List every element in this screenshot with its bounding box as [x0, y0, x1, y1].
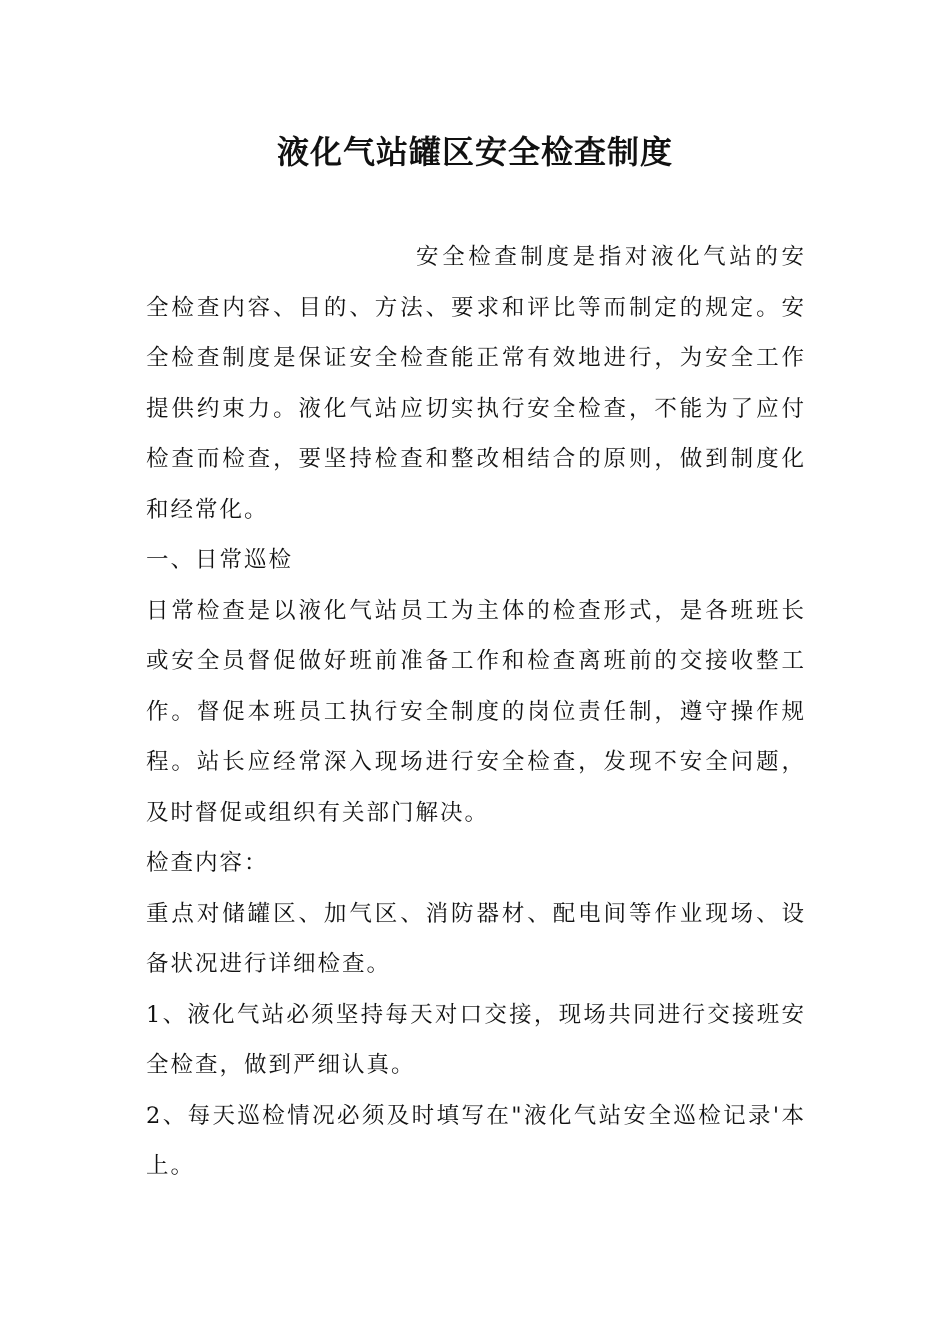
daily-inspection-paragraph: 日常检查是以液化气站员工为主体的检查形式，是各班班长或安全员督促做好班前准备工作和检查离班前的交接收整工作。督促本班员工执行安全制度的岗位责任制，遵守操作规程。站长应经常深入现场进行安全检查，发现不安全问题，及时督促或组织有关部门解决。 [146, 597, 806, 826]
inspection-content-paragraph: 重点对储罐区、加气区、消防器材、配电间等作业现场、设备状况进行详细检查。 [146, 900, 806, 977]
intro-paragraph: 安全检查制度是指对液化气站的安全检查内容、目的、方法、要求和评比等而制定的规定。安全检查制度是保证安全检查能正常有效地进行，为安全工作提供约束力。液化气站应切实执行安全检查，不能为了应付检查而检查，要坚持检查和整改相结合的原则，做到制度化和经常化。 [146, 244, 806, 523]
rule-item-2: 2、每天巡检情况必须及时填写在"液化气站安全巡检记录'本上。 [146, 1102, 806, 1179]
rule-item-1: 1、液化气站必须坚持每天对口交接，现场共同进行交接班安全检查，做到严细认真。 [146, 1001, 806, 1078]
section-heading-daily-inspection: 一、日常巡检 [146, 547, 294, 573]
document-body [146, 232, 806, 1192]
document-title: 液化气站罐区安全检查制度 [276, 133, 673, 171]
inspection-content-heading: 检查内容： [146, 850, 269, 876]
